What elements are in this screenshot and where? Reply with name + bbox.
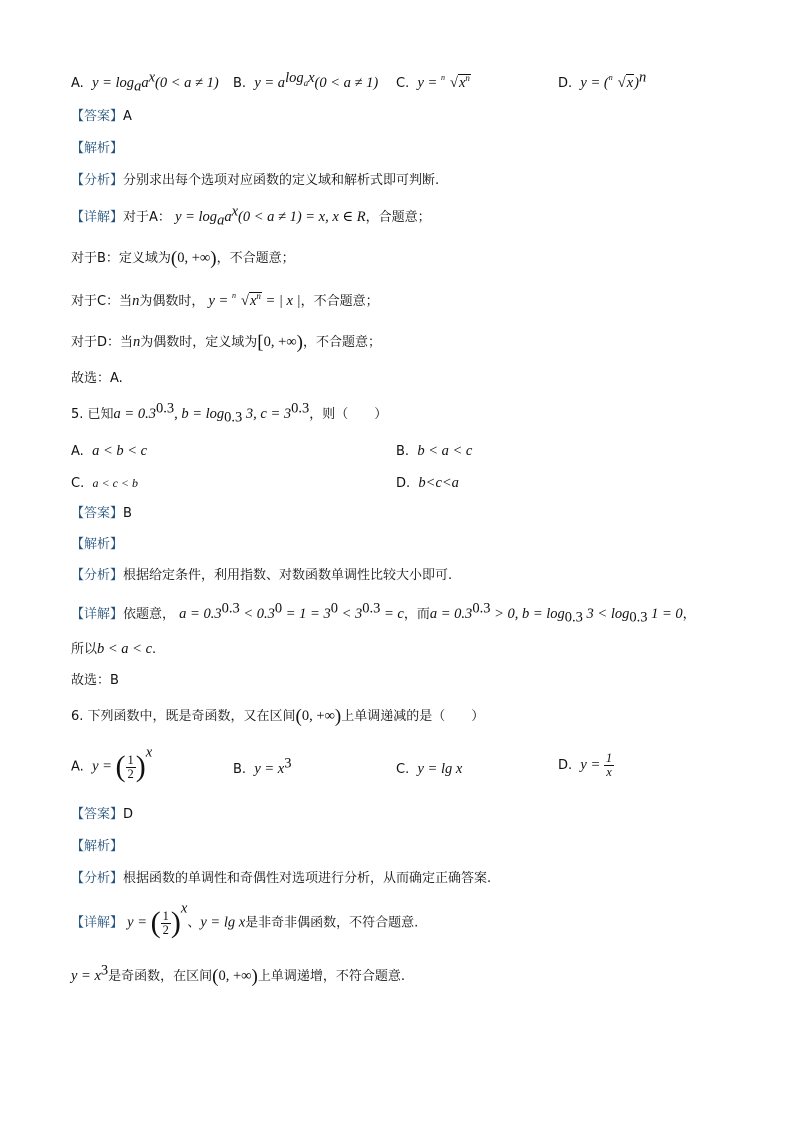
q6-xiangjie: 【详解】 y = ( $\frac{1}{2}$ )$^x$、y = lg x是非奇非偶函数，不符合题意. — [71, 900, 419, 939]
q4-fenxi: 【分析】分别求出每个选项对应函数的定义域和解析式即可判断. — [71, 173, 440, 188]
q5-answer: 【答案】B — [71, 506, 132, 521]
q5-xiangjie: 【详解】依题意， $a = 0.3^{0.3} < 0.3^0 = 1 = 3^0 < 3^{0.3} = c$，而$a = 0.3^{0.3} > 0$, $b = \log_{0.3} 3 < \log_{0.3} 1 = 0$， — [71, 600, 696, 626]
q5-option-c: C. a < c < b — [71, 476, 139, 491]
q4-line-b: 对于B：定义域为(0, +∞)，不合题意； — [71, 248, 295, 269]
q6-option-d: D. y = $\frac{1}{x}$ — [558, 751, 613, 779]
q5-option-a: A. a < b < c — [71, 443, 148, 459]
q5-so: 所以b < a < c. — [71, 641, 157, 657]
q6-answer: 【答案】D — [71, 807, 134, 822]
q4-option-c: C. y = n $√x^n$ — [396, 73, 470, 91]
q4-line-d: 对于D：当n为偶数时，定义域为[0, +∞)，不合题意； — [71, 332, 381, 353]
q4-answer: 【答案】A — [71, 109, 132, 124]
q4-jiexi-heading: 【解析】 — [71, 141, 124, 156]
q5-fenxi: 【分析】根据给定条件，利用指数、对数函数单调性比较大小即可. — [71, 568, 453, 583]
q4-choose: 故选：A. — [71, 371, 123, 386]
q5-option-b: B. b < a < c — [396, 443, 473, 459]
q4-xiangjie: 【详解】对于A： $y = \log_aa^x(0 < a \ne 1) = x$, x ∈ R，合题意； — [71, 203, 431, 229]
q6-fenxi: 【分析】根据函数的单调性和奇偶性对选项进行分析，从而确定正确答案. — [71, 871, 492, 886]
q6-option-a: A. y = ( $\frac{1}{2}$ )$^x$ — [71, 744, 153, 783]
q5-question: 5. 已知$a = 0.3^{0.3}$, $b = \log_{0.3} 3$, $c = 3^{0.3}$，则（ ） — [71, 400, 388, 426]
q6-last: $y = x^3$是奇函数，在区间(0, +∞)上单调递增，不符合题意. — [71, 962, 405, 987]
q5-jiexi-heading: 【解析】 — [71, 537, 124, 552]
q4-option-d: D. y = ( n √x)$^n$ — [558, 69, 647, 91]
q6-option-b: B. $y = x^3$ — [233, 755, 292, 777]
q5-choose: 故选：B — [71, 673, 119, 688]
q6-option-c: C. y = lg x — [396, 761, 463, 777]
q6-jiexi-heading: 【解析】 — [71, 839, 124, 854]
q5-option-d: D. b<c<a — [396, 475, 459, 491]
q4-option-a: A. $y = \log_aa^x(0 < a \ne 1)$ — [71, 69, 219, 95]
q4-option-b: B. $y = a^{log_ax}(0 < a \ne 1)$ — [233, 69, 379, 91]
q4-line-c: 对于C：当n为偶数时， y = n $√x^n$ = | x |，不合题意； — [71, 291, 379, 309]
q6-question: 6. 下列函数中，既是奇函数，又在区间(0, +∞)上单调递减的是（ ） — [71, 706, 485, 727]
